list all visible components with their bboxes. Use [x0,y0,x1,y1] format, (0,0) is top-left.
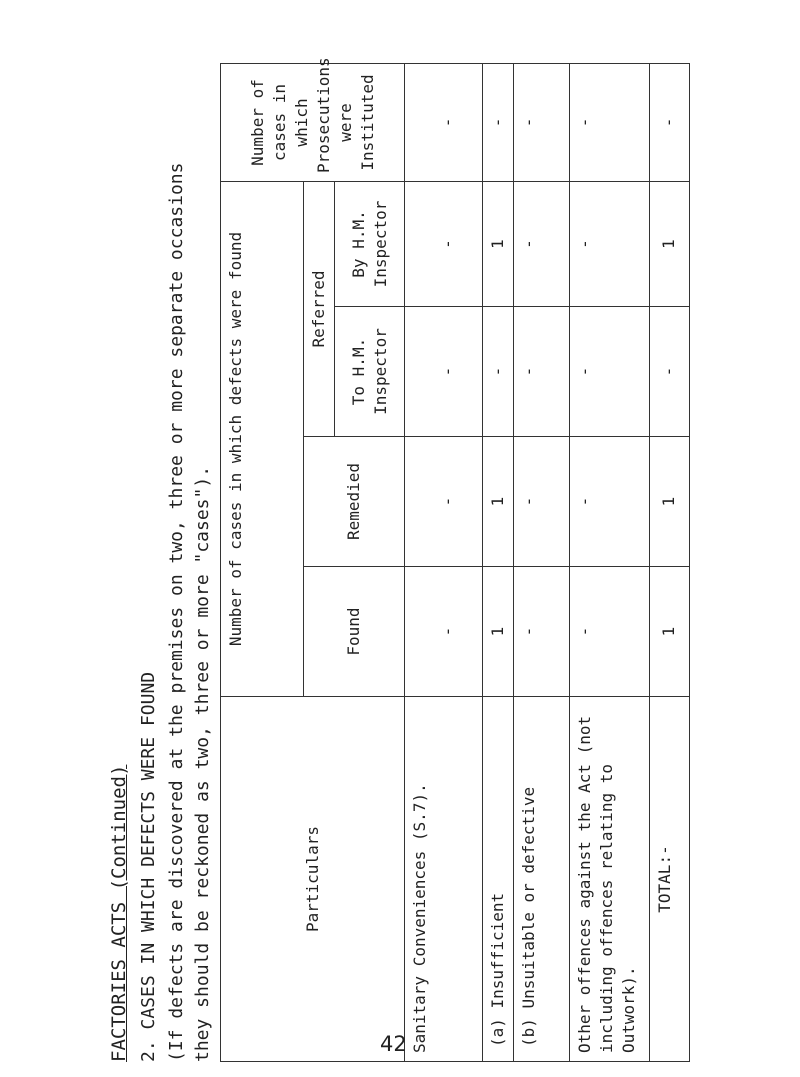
note-line-2: they should be reckoned as two, three or more "cases"). [192,465,213,1062]
header-by-hm: By H.M. Inspector [335,181,405,306]
header-remedied: Remedied [304,437,405,567]
cell-by-hm: 1 [650,181,690,306]
header-referred: Referred [304,181,335,436]
cell-remedied: - [405,437,483,567]
table-row [570,63,650,1061]
table-row [514,63,570,1061]
row-label: Sanitary Conveniences (S.7). [405,697,483,1062]
cell-to-hm: - [483,307,514,437]
cell-prosecutions: - [650,63,690,181]
cell-found: 1 [650,567,690,697]
cell-remedied: - [570,437,650,567]
section-title: 2. CASES IN WHICH DEFECTS WERE FOUND [138,671,159,1062]
row-label: Other offences against the Act (not including offences relating to Outwork). [570,697,650,1062]
cell-found: - [570,567,650,697]
cell-prosecutions: - [514,63,570,181]
cell-to-hm: - [570,307,650,437]
header-found: Found [304,567,405,697]
table-row [483,63,514,1061]
header-to-hm: To H.M. Inspector [335,307,405,437]
cell-to-hm: - [514,307,570,437]
cell-to-hm: - [405,307,483,437]
cell-remedied: 1 [483,437,514,567]
table-row [405,63,483,1061]
cell-by-hm: - [570,181,650,306]
row-label: (a) Insufficient [483,697,514,1062]
cell-to-hm: - [650,307,690,437]
cell-by-hm: 1 [483,181,514,306]
row-label: TOTAL:- [650,697,690,1062]
cell-prosecutions: - [405,63,483,181]
rotated-content [108,57,678,1062]
cell-prosecutions: - [483,63,514,181]
cell-found: 1 [483,567,514,697]
cell-by-hm: - [405,181,483,306]
page-number: 42 [380,1032,407,1056]
header-prosecutions: Number of cases in which Prosecutions were Instituted [221,63,405,181]
cell-found: - [514,567,570,697]
header-row-group [221,63,304,1061]
cell-by-hm: - [514,181,570,306]
defects-table [220,57,690,1062]
cell-remedied: - [514,437,570,567]
header-group: Number of cases in which defects were found [221,181,304,696]
table-row-total [650,63,690,1061]
row-label: (b) Unsuitable or defective [514,697,570,1062]
note-line-1: (If defects are discovered at the premises on two, three or more separate occasions [166,162,187,1062]
heading-title: FACTORIES ACTS (Continued) [108,764,130,1062]
cell-prosecutions: - [570,63,650,181]
cell-remedied: 1 [650,437,690,567]
header-particulars: Particulars [221,697,405,1062]
cell-found: - [405,567,483,697]
